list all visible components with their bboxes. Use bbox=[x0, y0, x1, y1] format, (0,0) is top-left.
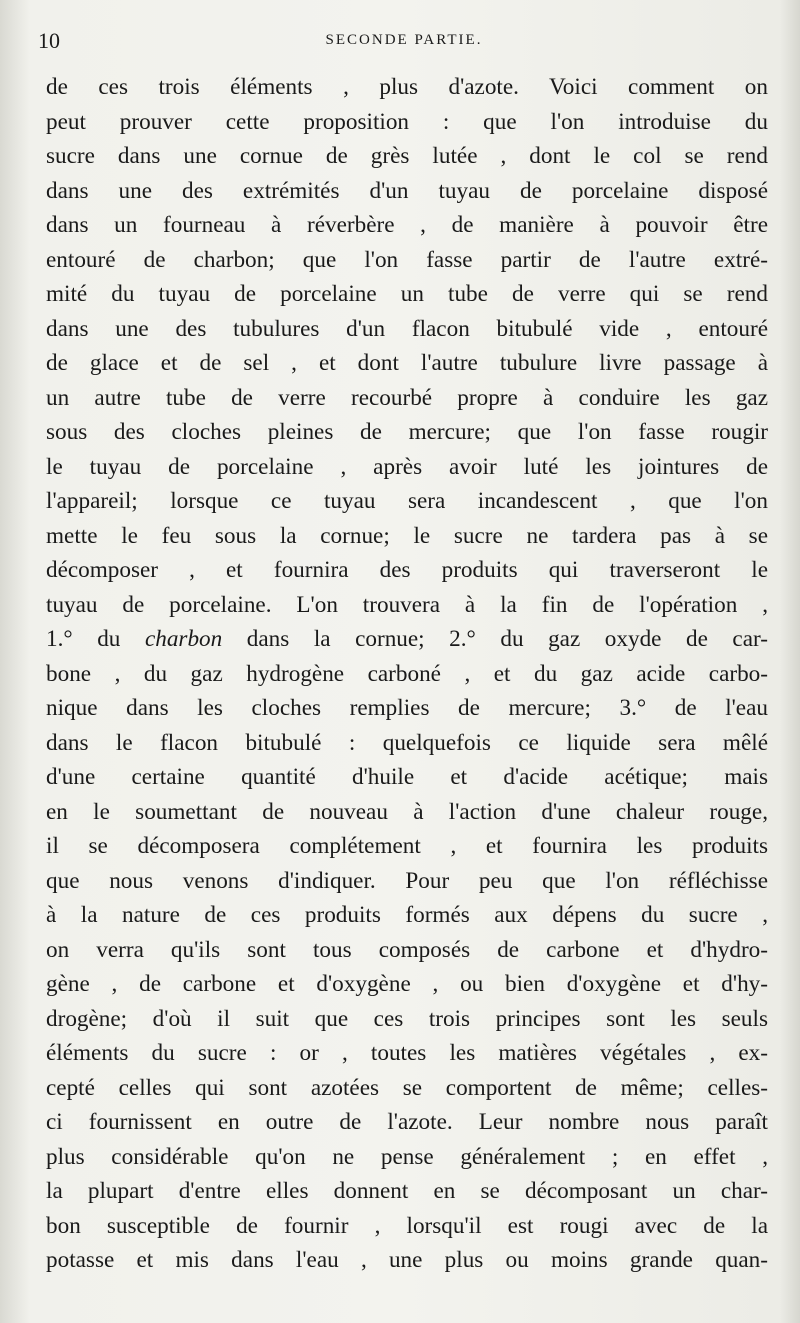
text-line: drogène; d'où il suit que ces trois principes sont les seuls bbox=[46, 1005, 768, 1032]
text-line: éléments du sucre : or , toutes les matières végétales , ex- bbox=[46, 1040, 768, 1066]
text-line: l'appareil; lorsque ce tuyau sera incandescent , que l'on bbox=[46, 488, 768, 514]
text-line: sucre dans une cornue de grès lutée , dont le col se rend bbox=[46, 143, 768, 169]
text-line: peut prouver cette proposition : que l'on introduise du bbox=[46, 108, 768, 135]
text-line: de glace et de sel , et dont l'autre tubulure livre passage à bbox=[46, 350, 768, 376]
text-line: le tuyau de porcelaine , après avoir luté les jointures de bbox=[46, 453, 768, 480]
page-header bbox=[38, 28, 770, 58]
text-line: dans une des extrémités d'un tuyau de porcelaine disposé bbox=[46, 177, 768, 204]
italic-word: charbon bbox=[144, 626, 223, 652]
line-segment: 1.° du bbox=[46, 626, 145, 652]
text-line: tuyau de porcelaine. L'on trouvera à la fin de l'opération , bbox=[46, 591, 768, 618]
text-line: gène , de carbone et d'oxygène , ou bien d'oxygène et d'hy- bbox=[46, 971, 768, 997]
text-line: que nous venons d'indiquer. Pour peu que l'on réfléchisse bbox=[46, 867, 768, 894]
text-line-with-italic bbox=[46, 622, 768, 657]
text-line: bon susceptible de fournir , lorsqu'il est rougi avec de la bbox=[46, 1212, 768, 1239]
text-line: cepté celles qui sont azotées se comportent de même; celles- bbox=[46, 1074, 768, 1101]
text-line: ci fournissent en outre de l'azote. Leur nombre nous paraît bbox=[46, 1109, 768, 1135]
text-line: plus considérable qu'on ne pense généralement ; en effet , bbox=[46, 1143, 768, 1170]
text-line: on verra qu'ils sont tous composés de carbone et d'hydro- bbox=[46, 936, 768, 963]
text-line: potasse et mis dans l'eau , une plus ou moins grande quan- bbox=[46, 1247, 768, 1273]
text-line: décomposer , et fournira des produits qui traverseront le bbox=[46, 557, 768, 583]
text-line: dans le flacon bitubulé : quelquefois ce liquide sera mêlé bbox=[46, 729, 768, 756]
page-number: 10 bbox=[38, 28, 60, 53]
text-line: mité du tuyau de porcelaine un tube de verre qui se rend bbox=[46, 281, 768, 307]
text-line: nique dans les cloches remplies de mercure; 3.° de l'eau bbox=[46, 695, 768, 721]
text-line: de ces trois éléments , plus d'azote. Voici comment on bbox=[46, 74, 768, 100]
text-line: en le soumettant de nouveau à l'action d'une chaleur rouge, bbox=[46, 798, 768, 825]
text-line: d'une certaine quantité d'huile et d'acide acétique; mais bbox=[46, 764, 768, 790]
text-line: dans une des tubulures d'un flacon bitubulé vide , entouré bbox=[46, 315, 768, 342]
text-line: un autre tube de verre recourbé propre à conduire les gaz bbox=[46, 384, 768, 411]
running-head: SECONDE PARTIE. bbox=[325, 32, 483, 48]
text-line: à la nature de ces produits formés aux dépens du sucre , bbox=[46, 902, 768, 928]
text-line: entouré de charbon; que l'on fasse partir de l'autre extré- bbox=[46, 246, 768, 273]
text-line: la plupart d'entre elles donnent en se décomposant un char- bbox=[46, 1178, 768, 1204]
text-line: mette le feu sous la cornue; le sucre ne tardera pas à se bbox=[46, 522, 768, 549]
line-segment: dans la cornue; 2.° du gaz oxyde de car- bbox=[222, 626, 768, 652]
text-line: il se décomposera complétement , et fournira les produits bbox=[46, 833, 768, 859]
text-line: sous des cloches pleines de mercure; que l'on fasse rougir bbox=[46, 419, 768, 445]
text-line: bone , du gaz hydrogène carboné , et du gaz acide carbo- bbox=[46, 660, 768, 687]
text-line: dans un fourneau à réverbère , de manière à pouvoir être bbox=[46, 212, 768, 238]
body-text bbox=[46, 70, 768, 1278]
